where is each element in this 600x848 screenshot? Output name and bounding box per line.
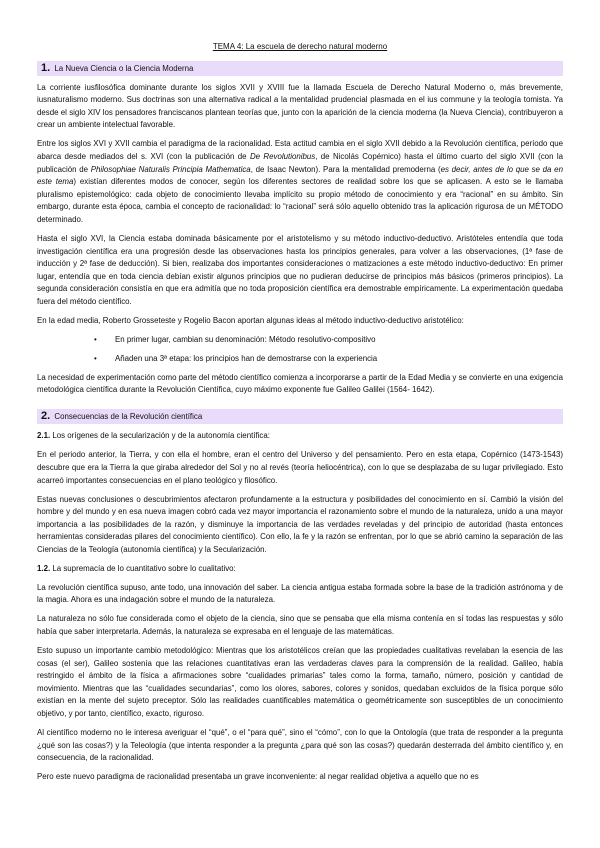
paragraph: Pero este nuevo paradigma de racionalidad presentaba un grave inconveniente: al negar realidad objetiva a aquello que no es	[37, 772, 479, 782]
paragraph: La corriente iusfilosófica dominante durante los siglos XVII y XVIII fue la llamada Escuela de Derecho Natural Moderno o, más brevemente, iusnaturalismo moderno. Sus doctrinas son una alternativa radical a la mentalidad prudencial plasmada en el ius commune y la teología tomista. Ya desde el siglo XIV los pensadores franciscanos plantean teorías que, junto con la aparición de la ciencia moderna (la Nueva Ciencia), contribuyeron a crear un ambiente intelectual favorable.	[37, 82, 563, 130]
section-2-title: Consecuencias de la Revolución científica	[54, 412, 203, 422]
paragraph: Entre los siglos XVI y XVII cambia el paradigma de la racionalidad. Esta actitud cambia en el siglo XVII debido a la Revolución científica, período que abarca desde mediados del s. XVI (con la publicación de De Revolutionibus, de Nicolás Copérnico) hasta el último cuarto del siglo XVII (con la publicación de Philosophiae Naturalis Principia Mathematica, de Isaac Newton). Para la mentalidad premoderna (es decir, antes de lo que se da en este tema) existían diferentes modos de conocer, según los diferentes sectores de realidad sobre los que se aplicasen. A esto se le llamaba pluralismo epistemológico: cada objeto de conocimiento llevaba implícito su propio método de conocimiento y era “racional” en su ámbito. Sin embargo, durante esta época, cambia el concepto de racionalidad: lo “racional” será sólo aquello obtenido tras la aplicación rigurosa de un MÉTODO determinado.	[37, 139, 564, 224]
paragraph: La revolución científica supuso, ante todo, una innovación del saber. La ciencia antigua estaba formada sobre la base de la tradición astrónoma y de la magia. Ahora es una indagación sobre el mundo de la naturaleza.	[37, 582, 563, 605]
section-2-number: 2.	[41, 410, 51, 423]
paragraph: En el periodo anterior, la Tierra, y con ella el hombre, eran el centro del Universo y del pensamiento. Pero en esta etapa, Copérnico (1473-1543) descubre que era la Tierra la que giraba alrededor del Sol y no al revés (teoría heliocéntrica), con lo que se desplazaba de su lugar privilegiado. Esto acarreó importantes consecuencias en el plano teológico y filosófico.	[37, 450, 563, 485]
section-1-title: La Nueva Ciencia o la Ciencia Moderna	[54, 63, 194, 73]
section-2-heading	[37, 409, 563, 424]
paragraph: Al científico moderno no le interesa averiguar el “qué”, o el “para qué”, sino el “cómo”, con lo que la Ontología (que trata de responder a la pregunta ¿qué son las cosas?) y la Teleología (que intenta responder a la pregunta ¿para qué son las cosas?) quedarán desterrada del ámbito científico y, en consecuencia, de la racionalidad.	[37, 728, 563, 763]
section-1-heading	[37, 61, 563, 76]
paragraph: Hasta el siglo XVI, la Ciencia estaba dominada básicamente por el aristotelismo y su método inductivo-deductivo. Aristóteles entendía que toda investigación científica era una progresión desde las observaciones hasta los principios generales, para volver a las observaciones, (1ª fase de inducción y 2ª fase de deducción). Si bien, realizaba dos importantes consideraciones o matizaciones a este método inductivo-deductivo: En primer lugar, entendía que en toda ciencia debían existir algunos principios que no pudieran deducirse de principios más básicos (primeros principios). La segunda consideración consistía en que era admitía que no toda proposición científica era demostrable empíricamente. La experimentación quedaba fuera del método científico.	[37, 233, 563, 306]
paragraph: Esto supuso un importante cambio metodológico: Mientras que los aristotélicos creían que las propiedades cualitativas revelaban la esencia de las cosas (el ser), Galileo sostenía que las relaciones cuantitativas eran las verdaderas claves para la comprensión de la realidad. Galileo, había restringido el ámbito de la física a afirmaciones sobre “cualidades primarias” tales como la forma, tamaño, número, posición y cantidad de movimiento. Mientras que las “cualidades secundarias”, como los olores, sabores, colores y sonidos, quedaban excluidos de la física porque sólo existían en la mente del sujeto preceptor. Sólo las realidades cuantificables matemática o geométricamente son susceptibles de un conocimiento objetivo, y por tanto, científico, exacto, riguroso.	[37, 646, 563, 719]
paragraph: La naturaleza no sólo fue considerada como el objeto de la ciencia, sino que se pensaba que ella misma contenía en sí todas las respuestas y sólo había que saber interpretarla. Además, la naturaleza se expresaba en el lenguaje de las matemáticas.	[37, 614, 563, 637]
document-title: TEMA 4: La escuela de derecho natural moderno	[212, 42, 388, 51]
paragraph: La necesidad de experimentación como parte del método científico comienza a incorporarse a partir de la Edad Media y se convierte en una exigencia metodológica científica durante la Revolución Científica, cuyo máximo exponente fue Galileo Galilei (1564- 1642).	[37, 372, 563, 395]
subsection-heading: 2.1. Los orígenes de la secularización y de la autonomía científica:	[37, 431, 270, 441]
paragraph: En la edad media, Roberto Grosseteste y Rogelio Bacon aportan algunas ideas al método inductivo-deductivo aristotélico:	[37, 315, 464, 325]
document-page	[37, 41, 563, 790]
paragraph: Estas nuevas conclusiones o descubrimientos afectaron profundamente a la estructura y posibilidades del conocimiento en sí. Cambió la visión del hombre y del mundo y en esa nueva imagen cobró cada vez mayor importancia el razonamiento sobre el mundo de la naturaleza, unido a una mayor importancia a las posibilidades de la razón, y disminuye la importancia de las verdades reveladas y del principio de autoridad (hasta entonces herramientas consideradas pilares del conocimiento científico). Con ello, la fe y la razón se enfrentan, por lo que se abrió camino la separación de las Ciencias de la Teología (autonomía científica) y la Secularización.	[37, 494, 563, 554]
bullet-list	[37, 334, 563, 366]
list-item: • Añaden una 3ª etapa: los principios han de demostrarse con la experiencia	[37, 353, 563, 366]
bullet-icon: •	[94, 334, 97, 344]
bullet-icon: •	[94, 353, 97, 363]
subsection-heading: 1.2. La supremacía de lo cuantitativo sobre lo cualitativo:	[37, 563, 236, 573]
list-item: • En primer lugar, cambian su denominación: Método resolutivo-compositivo	[37, 334, 563, 347]
section-1-number: 1.	[41, 61, 51, 74]
